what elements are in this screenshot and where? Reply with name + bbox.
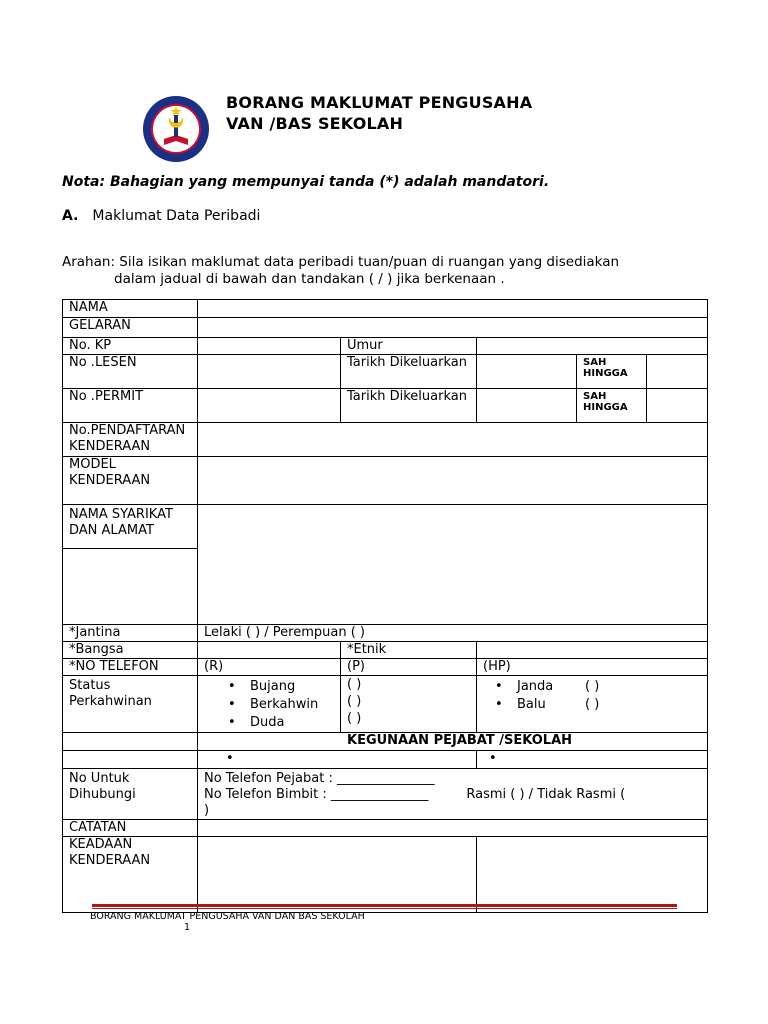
- label-no-lesen: No .LESEN: [63, 355, 198, 389]
- status-options-left: [198, 676, 341, 733]
- rasmi-close: ): [204, 803, 210, 818]
- label-etnik: *Etnik: [341, 642, 477, 659]
- check-duda[interactable]: ( ): [347, 711, 362, 726]
- field-tel-hp[interactable]: (HP): [477, 659, 708, 676]
- field-no-lesen[interactable]: [198, 355, 341, 389]
- field-tel-bimbit[interactable]: No Telefon Bimbit : _______________: [204, 787, 429, 802]
- label-catatan: CATATAN: [63, 820, 198, 837]
- field-bangsa[interactable]: [198, 642, 341, 659]
- field-model[interactable]: [198, 457, 708, 505]
- option-janda: • Janda: [491, 678, 585, 696]
- check-bujang[interactable]: ( ): [347, 677, 362, 692]
- option-duda: • Duda: [224, 714, 334, 732]
- section-letter: A.: [62, 208, 79, 224]
- label-permit-sah-hingga: SAH HINGGA: [577, 389, 647, 423]
- field-gelaran[interactable]: [198, 318, 708, 338]
- check-berkahwin[interactable]: ( ): [347, 694, 362, 709]
- office-bullet-left[interactable]: [198, 751, 477, 769]
- field-permit-tarikh[interactable]: [477, 389, 577, 423]
- field-no-permit[interactable]: [198, 389, 341, 423]
- field-no-kp[interactable]: [198, 338, 341, 355]
- label-nama-syarikat: NAMA SYARIKAT DAN ALAMAT: [63, 505, 198, 549]
- bullet-icon: •: [226, 751, 234, 766]
- field-rasmi[interactable]: Rasmi ( ) / Tidak Rasmi (: [466, 787, 626, 802]
- office-use-blank: [63, 733, 198, 751]
- option-janda-row: [483, 678, 701, 696]
- option-bujang: • Bujang: [224, 678, 334, 696]
- field-tel-pejabat[interactable]: No Telefon Pejabat : _______________: [204, 771, 435, 786]
- page-number: 1: [184, 922, 191, 933]
- status-options-right: [477, 676, 708, 733]
- section-title: Maklumat Data Peribadi: [92, 208, 261, 224]
- field-jantina[interactable]: Lelaki ( ) / Perempuan ( ): [198, 625, 708, 642]
- label-nama: NAMA: [63, 300, 198, 318]
- status-checks-left: [341, 676, 477, 733]
- ministry-logo: [142, 95, 210, 163]
- label-lesen-sah-hingga: SAH HINGGA: [577, 355, 647, 389]
- field-no-pendaftaran[interactable]: [198, 423, 708, 457]
- label-no-kp: No. KP: [63, 338, 198, 355]
- office-use-blank-2: [63, 751, 198, 769]
- field-nama-syarikat[interactable]: [198, 505, 708, 625]
- office-bullet-right[interactable]: [477, 751, 708, 769]
- footer-rule-thin: [92, 908, 677, 909]
- field-keadaan-left[interactable]: [198, 837, 477, 913]
- field-etnik[interactable]: [477, 642, 708, 659]
- label-lesen-tarikh: Tarikh Dikeluarkan: [341, 355, 477, 389]
- field-tel-r[interactable]: (R): [198, 659, 341, 676]
- section-heading: [62, 208, 260, 224]
- label-no-permit: No .PERMIT: [63, 389, 198, 423]
- field-nama[interactable]: [198, 300, 708, 318]
- footer-rule: [92, 904, 677, 907]
- label-no-telefon: *NO TELEFON: [63, 659, 198, 676]
- label-model: MODEL KENDERAAN: [63, 457, 198, 505]
- field-tel-p[interactable]: (P): [341, 659, 477, 676]
- instruction-line-2: dalam jadual di bawah dan tandakan ( / ) jika berkenaan .: [114, 271, 505, 287]
- label-no-untuk: No Untuk Dihubungi: [63, 769, 198, 820]
- label-permit-tarikh: Tarikh Dikeluarkan: [341, 389, 477, 423]
- label-no-pendaftaran: No.PENDAFTARAN KENDERAAN: [63, 423, 198, 457]
- field-lesen-tarikh[interactable]: [477, 355, 577, 389]
- label-umur: Umur: [341, 338, 477, 355]
- check-janda[interactable]: ( ): [585, 679, 600, 694]
- form-title-line-1: BORANG MAKLUMAT PENGUSAHA: [226, 93, 533, 112]
- instruction-line-1: Arahan: Sila isikan maklumat data peribadi tuan/puan di ruangan yang disediakan: [62, 254, 620, 270]
- label-gelaran: GELARAN: [63, 318, 198, 338]
- personal-data-form: [62, 299, 708, 913]
- bullet-icon: •: [489, 751, 497, 766]
- label-status: Status Perkahwinan: [63, 676, 198, 733]
- mandatory-note: Nota: Bahagian yang mempunyai tanda (*) adalah mandatori.: [62, 174, 550, 190]
- field-catatan[interactable]: [198, 820, 708, 837]
- footer-text: BORANG MAKLUMAT PENGUSAHA VAN DAN BAS SEKOLAH: [90, 911, 365, 922]
- check-balu[interactable]: ( ): [585, 697, 600, 712]
- field-umur[interactable]: [477, 338, 708, 355]
- option-berkahwin: • Berkahwin: [224, 696, 334, 714]
- label-bangsa: *Bangsa: [63, 642, 198, 659]
- label-jantina: *Jantina: [63, 625, 198, 642]
- field-keadaan-right[interactable]: [477, 837, 708, 913]
- field-permit-sah-hingga[interactable]: [647, 389, 708, 423]
- label-keadaan: KEADAAN KENDERAAN: [63, 837, 198, 913]
- office-use-heading: KEGUNAAN PEJABAT /SEKOLAH: [198, 733, 708, 751]
- field-alamat-extra[interactable]: [63, 549, 198, 625]
- bimbit-row: [204, 787, 701, 803]
- option-balu-row: [483, 696, 701, 714]
- field-no-untuk: [198, 769, 708, 820]
- option-balu: • Balu: [491, 696, 585, 714]
- form-title-line-2: VAN /BAS SEKOLAH: [226, 114, 404, 133]
- field-lesen-sah-hingga[interactable]: [647, 355, 708, 389]
